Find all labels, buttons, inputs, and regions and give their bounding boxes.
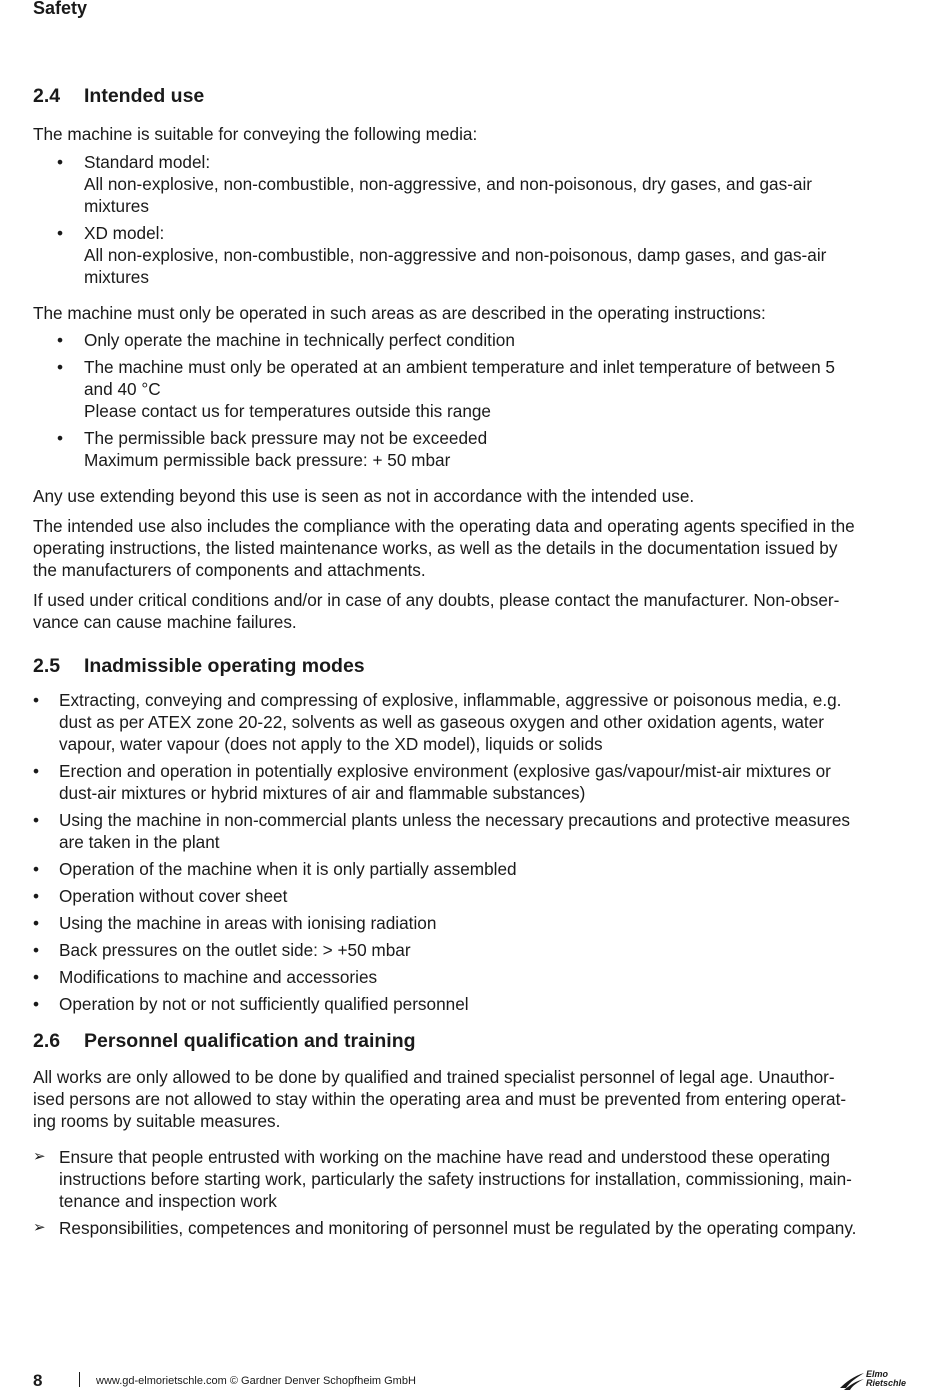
bullet-icon: • — [33, 967, 40, 987]
list-item — [33, 1146, 915, 1212]
list-line: Using the machine in areas with ionising radiation — [59, 913, 437, 933]
bullet-icon: • — [57, 357, 64, 377]
paragraph — [33, 1066, 915, 1132]
list-line: XD model: — [84, 223, 165, 243]
list-item — [33, 689, 915, 755]
document-body — [33, 83, 915, 1244]
list-line: The permissible back pressure may not be exceeded — [84, 428, 488, 448]
list-line: dust as per ATEX zone 20-22, solvents as well as gaseous oxygen and other oxidation agents, water — [59, 712, 824, 732]
list-line: and 40 °C — [84, 379, 161, 399]
section-title: Inadmissible operating modes — [84, 655, 365, 677]
section-title: Intended use — [84, 85, 205, 107]
paragraph — [33, 589, 915, 633]
intro-text: The machine is suitable for conveying the following media: — [33, 124, 478, 144]
list-item — [33, 1217, 915, 1239]
list-item — [33, 356, 915, 422]
section-2-4 — [33, 83, 915, 633]
list-item — [33, 939, 915, 961]
list-item — [33, 151, 915, 217]
paragraph-line: the manufacturers of components and attachments. — [33, 560, 426, 580]
paragraph-line: The intended use also includes the compliance with the operating data and operating agents specified in the — [33, 516, 855, 536]
list-line: Operation by not or not sufficiently qualified personnel — [59, 994, 469, 1014]
paragraph-line: operating instructions, the listed maintenance works, as well as the details in the documentation issued by — [33, 538, 838, 558]
list-line: Ensure that people entrusted with working on the machine have read and understood these operating — [59, 1147, 831, 1167]
running-header: Safety — [33, 0, 88, 18]
list-line: dust-air mixtures or hybrid mixtures of air and flammable substances) — [59, 783, 586, 803]
action-list — [33, 1146, 915, 1239]
list-line: vapour, water vapour (does not apply to the XD model), liquids or solids — [59, 734, 603, 754]
section-number: 2.5 — [33, 655, 61, 677]
bullet-icon: • — [33, 913, 40, 933]
inadmissible-list — [33, 689, 915, 1015]
arrow-icon: ➢ — [33, 1219, 46, 1236]
list-line: are taken in the plant — [59, 832, 220, 852]
paragraph: Any use extending beyond this use is seen as not in accordance with the intended use. — [33, 486, 695, 506]
footer-divider — [79, 1372, 80, 1387]
bullet-icon: • — [33, 994, 40, 1014]
list-line: Please contact us for temperatures outside this range — [84, 401, 491, 421]
list-item — [33, 427, 915, 471]
operate-intro: The machine must only be operated in such areas as are described in the operating instructions: — [33, 303, 766, 323]
list-line: mixtures — [84, 267, 149, 287]
list-item — [33, 329, 915, 351]
list-item — [33, 760, 915, 804]
list-line: mixtures — [84, 196, 149, 216]
list-line: Responsibilities, competences and monitoring of personnel must be regulated by the operating company. — [59, 1218, 857, 1238]
elmo-rietschle-logo — [838, 1370, 918, 1392]
page-number: 8 — [33, 1371, 43, 1390]
list-line: Back pressures on the outlet side: > +50 mbar — [59, 940, 411, 960]
bullet-icon: • — [33, 810, 40, 830]
bullet-icon: • — [57, 428, 64, 448]
list-item — [33, 809, 915, 853]
bullet-icon: • — [33, 761, 40, 781]
paragraph-line: vance can cause machine failures. — [33, 612, 297, 632]
section-heading — [33, 83, 915, 109]
list-item — [33, 858, 915, 880]
section-2-6 — [33, 1028, 915, 1239]
bullet-icon: • — [33, 859, 40, 879]
list-line: All non-explosive, non-combustible, non-aggressive and non-poisonous, damp gases, and gas-air — [84, 245, 827, 265]
list-line: Using the machine in non-commercial plants unless the necessary precautions and protective measures — [59, 810, 851, 830]
paragraph — [33, 515, 915, 581]
list-line: Standard model: — [84, 152, 211, 172]
logo-text — [866, 1370, 906, 1388]
section-number: 2.6 — [33, 1030, 61, 1052]
footer-text: www.gd-elmorietschle.com © Gardner Denver Schopfheim GmbH — [96, 1375, 416, 1387]
list-line: All non-explosive, non-combustible, non-aggressive, and non-poisonous, dry gases, and gas-air — [84, 174, 813, 194]
list-line: Only operate the machine in technically perfect condition — [84, 330, 515, 350]
logo-swoosh-icon — [838, 1370, 866, 1392]
paragraph-line: All works are only allowed to be done by qualified and trained specialist personnel of legal age. Unauthor- — [33, 1067, 835, 1087]
bullet-icon: • — [57, 223, 64, 243]
list-item — [33, 966, 915, 988]
section-2-5 — [33, 653, 915, 1015]
list-line: Maximum permissible back pressure: + 50 mbar — [84, 450, 451, 470]
media-list — [33, 151, 915, 288]
arrow-icon: ➢ — [33, 1148, 46, 1165]
list-line: Modifications to machine and accessories — [59, 967, 378, 987]
paragraph-line: ised persons are not allowed to stay within the operating area and must be prevented from entering operat- — [33, 1089, 847, 1109]
list-item — [33, 993, 915, 1015]
section-heading — [33, 653, 915, 679]
list-line: Erection and operation in potentially explosive environment (explosive gas/vapour/mist-air mixtures or — [59, 761, 831, 781]
bullet-icon: • — [57, 330, 64, 350]
conditions-list — [33, 329, 915, 471]
logo-line: Elmo — [866, 1369, 889, 1379]
list-line: The machine must only be operated at an ambient temperature and inlet temperature of between 5 — [84, 357, 835, 377]
list-item — [33, 222, 915, 288]
list-line: Extracting, conveying and compressing of explosive, inflammable, aggressive or poisonous media, e.g. — [59, 690, 842, 710]
bullet-icon: • — [57, 152, 64, 172]
list-item — [33, 912, 915, 934]
list-line: Operation of the machine when it is only partially assembled — [59, 859, 517, 879]
section-number: 2.4 — [33, 85, 61, 107]
list-line: tenance and inspection work — [59, 1191, 277, 1211]
paragraph-line: If used under critical conditions and/or in case of any doubts, please contact the manufacturer. Non-obser- — [33, 590, 840, 610]
list-line: instructions before starting work, particularly the safety instructions for installation, commissioning, main- — [59, 1169, 852, 1189]
section-heading — [33, 1028, 915, 1054]
logo-line: Rietschle — [866, 1378, 907, 1388]
page-footer — [0, 1368, 950, 1396]
paragraph-line: ing rooms by suitable measures. — [33, 1111, 281, 1131]
bullet-icon: • — [33, 940, 40, 960]
section-title: Personnel qualification and training — [84, 1030, 416, 1052]
list-item — [33, 885, 915, 907]
bullet-icon: • — [33, 690, 40, 710]
bullet-icon: • — [33, 886, 40, 906]
list-line: Operation without cover sheet — [59, 886, 288, 906]
